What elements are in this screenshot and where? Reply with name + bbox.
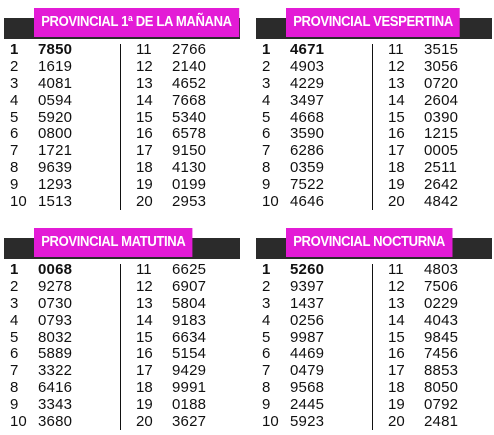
results-column-left <box>256 42 368 211</box>
result-number: 3322 <box>38 362 73 380</box>
results-column-left <box>4 42 116 211</box>
result-position: 4 <box>262 311 271 329</box>
result-position: 8 <box>10 159 19 177</box>
result-position: 20 <box>136 413 153 431</box>
result-position: 4 <box>10 91 19 109</box>
result-position: 9 <box>262 176 271 194</box>
result-number: 4903 <box>290 57 325 75</box>
result-row <box>4 397 116 414</box>
result-row <box>380 279 492 296</box>
result-number: 8050 <box>424 379 459 397</box>
result-position: 11 <box>388 41 404 58</box>
result-number: 5340 <box>172 108 207 126</box>
result-row <box>256 363 368 380</box>
result-row <box>256 262 368 279</box>
result-position: 15 <box>388 328 405 346</box>
result-row <box>4 93 116 110</box>
result-row <box>256 346 368 363</box>
results-column-right <box>380 262 492 431</box>
result-row <box>256 93 368 110</box>
result-position: 10 <box>262 413 279 431</box>
result-row <box>128 330 240 347</box>
result-position: 6 <box>262 345 271 363</box>
results-panel <box>256 2 492 215</box>
result-position: 11 <box>136 261 152 278</box>
result-number: 9991 <box>172 379 207 397</box>
results-column-right <box>380 42 492 211</box>
result-position: 10 <box>262 193 279 211</box>
result-number: 3343 <box>38 396 73 414</box>
result-number: 9568 <box>290 379 325 397</box>
result-position: 19 <box>388 396 405 414</box>
result-row <box>4 414 116 431</box>
result-row <box>4 110 116 127</box>
result-row <box>380 126 492 143</box>
result-position: 15 <box>388 108 405 126</box>
result-row <box>128 380 240 397</box>
result-number: 0229 <box>424 294 459 312</box>
result-position: 1 <box>262 41 271 58</box>
result-number: 3515 <box>424 41 459 58</box>
result-position: 6 <box>262 125 271 143</box>
result-row <box>380 160 492 177</box>
result-number: 2140 <box>172 57 207 75</box>
result-number: 4130 <box>172 159 207 177</box>
result-position: 9 <box>262 396 271 414</box>
result-number: 0390 <box>424 108 459 126</box>
result-position: 7 <box>262 142 271 160</box>
result-position: 18 <box>136 379 153 397</box>
result-position: 9 <box>10 176 19 194</box>
result-position: 2 <box>262 277 271 295</box>
result-number: 2642 <box>424 176 459 194</box>
result-position: 16 <box>136 125 153 143</box>
result-position: 9 <box>10 396 19 414</box>
result-position: 14 <box>136 311 153 329</box>
result-position: 1 <box>10 41 19 58</box>
result-position: 8 <box>10 379 19 397</box>
result-row <box>256 76 368 93</box>
result-row <box>256 59 368 76</box>
result-row <box>128 296 240 313</box>
results-column-right <box>128 42 240 211</box>
result-row <box>128 126 240 143</box>
result-number: 0005 <box>424 142 459 160</box>
result-number: 4671 <box>290 41 325 58</box>
result-row <box>4 160 116 177</box>
result-row <box>128 397 240 414</box>
results-columns <box>4 42 240 212</box>
result-number: 2953 <box>172 193 207 211</box>
result-position: 2 <box>262 57 271 75</box>
result-position: 15 <box>136 328 153 346</box>
result-row <box>4 313 116 330</box>
result-position: 4 <box>262 91 271 109</box>
result-number: 9150 <box>172 142 207 160</box>
result-position: 3 <box>10 294 19 312</box>
result-row <box>4 59 116 76</box>
result-number: 6634 <box>172 328 207 346</box>
result-row <box>4 177 116 194</box>
column-divider <box>372 264 373 430</box>
result-number: 1619 <box>38 57 73 75</box>
results-panel <box>256 222 492 435</box>
result-number: 8853 <box>424 362 459 380</box>
result-number: 4668 <box>290 108 325 126</box>
result-number: 0792 <box>424 396 459 414</box>
result-number: 3590 <box>290 125 325 143</box>
result-number: 6578 <box>172 125 207 143</box>
result-number: 7506 <box>424 277 459 295</box>
result-row <box>128 262 240 279</box>
result-number: 4469 <box>290 345 325 363</box>
result-row <box>256 313 368 330</box>
result-row <box>128 76 240 93</box>
result-position: 12 <box>388 277 405 295</box>
result-number: 2445 <box>290 396 325 414</box>
result-number: 4803 <box>424 261 459 278</box>
result-row <box>128 346 240 363</box>
result-position: 18 <box>388 379 405 397</box>
result-number: 0479 <box>290 362 325 380</box>
result-row <box>380 93 492 110</box>
result-number: 0800 <box>38 125 73 143</box>
result-row <box>256 160 368 177</box>
result-row <box>256 42 368 59</box>
result-position: 12 <box>388 57 405 75</box>
result-row <box>256 126 368 143</box>
result-number: 2511 <box>424 159 458 177</box>
result-row <box>128 363 240 380</box>
result-position: 7 <box>262 362 271 380</box>
result-position: 14 <box>388 311 405 329</box>
result-number: 5923 <box>290 413 325 431</box>
result-position: 13 <box>388 74 405 92</box>
result-row <box>128 143 240 160</box>
panel-header <box>4 222 240 260</box>
result-position: 1 <box>10 261 19 278</box>
panel-title: PROVINCIAL VESPERTINA <box>286 8 460 37</box>
result-row <box>4 262 116 279</box>
result-number: 9429 <box>172 362 207 380</box>
result-position: 17 <box>388 142 405 160</box>
result-position: 6 <box>10 125 19 143</box>
result-position: 17 <box>388 362 405 380</box>
result-row <box>4 76 116 93</box>
result-row <box>256 380 368 397</box>
result-position: 5 <box>10 108 19 126</box>
result-number: 8032 <box>38 328 73 346</box>
result-number: 4043 <box>424 311 459 329</box>
results-columns <box>256 262 492 432</box>
result-number: 3056 <box>424 57 459 75</box>
column-divider <box>372 44 373 210</box>
result-number: 0359 <box>290 159 325 177</box>
result-number: 1215 <box>424 125 459 143</box>
result-number: 2766 <box>172 41 207 58</box>
result-position: 20 <box>388 193 405 211</box>
result-position: 11 <box>136 41 152 58</box>
result-row <box>380 380 492 397</box>
result-number: 1293 <box>38 176 73 194</box>
result-position: 17 <box>136 142 153 160</box>
result-number: 0793 <box>38 311 73 329</box>
result-row <box>256 194 368 211</box>
result-number: 4646 <box>290 193 325 211</box>
result-position: 20 <box>388 413 405 431</box>
result-row <box>380 397 492 414</box>
result-position: 3 <box>262 74 271 92</box>
result-position: 18 <box>136 159 153 177</box>
result-row <box>4 126 116 143</box>
result-number: 4652 <box>172 74 207 92</box>
result-position: 7 <box>10 362 19 380</box>
result-number: 9987 <box>290 328 325 346</box>
result-position: 19 <box>136 176 153 194</box>
result-position: 5 <box>262 328 271 346</box>
result-position: 18 <box>388 159 405 177</box>
result-position: 17 <box>136 362 153 380</box>
result-position: 6 <box>10 345 19 363</box>
result-number: 0188 <box>172 396 207 414</box>
results-column-right <box>128 262 240 431</box>
result-row <box>380 59 492 76</box>
result-row <box>128 177 240 194</box>
result-row <box>256 414 368 431</box>
result-number: 6286 <box>290 142 325 160</box>
result-number: 1721 <box>38 142 73 160</box>
result-number: 6625 <box>172 261 207 278</box>
result-number: 9278 <box>38 277 73 295</box>
result-position: 16 <box>388 125 405 143</box>
result-number: 5260 <box>290 261 325 278</box>
result-row <box>380 363 492 380</box>
result-number: 4081 <box>38 74 73 92</box>
panel-header <box>256 2 492 40</box>
result-position: 1 <box>262 261 271 278</box>
result-number: 7850 <box>38 41 73 58</box>
result-position: 5 <box>10 328 19 346</box>
result-row <box>380 177 492 194</box>
result-position: 8 <box>262 159 271 177</box>
result-number: 0256 <box>290 311 325 329</box>
result-number: 7668 <box>172 91 207 109</box>
result-row <box>380 262 492 279</box>
result-position: 13 <box>136 294 153 312</box>
result-number: 6907 <box>172 277 207 295</box>
result-row <box>380 42 492 59</box>
result-row <box>380 346 492 363</box>
result-position: 3 <box>262 294 271 312</box>
result-row <box>256 279 368 296</box>
results-column-left <box>256 262 368 431</box>
result-row <box>4 363 116 380</box>
result-number: 3497 <box>290 91 325 109</box>
result-row <box>4 380 116 397</box>
result-number: 7456 <box>424 345 459 363</box>
result-row <box>4 194 116 211</box>
result-row <box>4 296 116 313</box>
result-row <box>4 346 116 363</box>
result-number: 7522 <box>290 176 325 194</box>
result-row <box>4 279 116 296</box>
result-row <box>128 194 240 211</box>
result-position: 10 <box>10 193 27 211</box>
result-number: 2604 <box>424 91 459 109</box>
result-number: 3680 <box>38 413 73 431</box>
result-position: 2 <box>10 57 19 75</box>
result-position: 15 <box>136 108 153 126</box>
result-number: 5154 <box>172 345 207 363</box>
result-number: 9639 <box>38 159 73 177</box>
result-row <box>256 296 368 313</box>
result-row <box>256 177 368 194</box>
result-row <box>256 110 368 127</box>
result-row <box>128 414 240 431</box>
result-row <box>4 42 116 59</box>
result-row <box>128 42 240 59</box>
result-number: 0068 <box>38 261 73 278</box>
result-number: 4229 <box>290 74 325 92</box>
result-position: 19 <box>136 396 153 414</box>
result-number: 0199 <box>172 176 207 194</box>
result-row <box>380 76 492 93</box>
panel-title: PROVINCIAL NOCTURNA <box>286 228 452 257</box>
result-number: 6416 <box>38 379 73 397</box>
result-number: 0594 <box>38 91 73 109</box>
result-number: 5804 <box>172 294 207 312</box>
results-column-left <box>4 262 116 431</box>
result-row <box>256 330 368 347</box>
result-position: 14 <box>388 91 405 109</box>
result-row <box>256 397 368 414</box>
result-number: 0730 <box>38 294 73 312</box>
result-position: 13 <box>388 294 405 312</box>
result-position: 16 <box>388 345 405 363</box>
result-number: 5920 <box>38 108 73 126</box>
result-row <box>380 194 492 211</box>
result-row <box>380 110 492 127</box>
result-row <box>128 59 240 76</box>
result-number: 5889 <box>38 345 73 363</box>
result-position: 10 <box>10 413 27 431</box>
result-position: 3 <box>10 74 19 92</box>
result-row <box>4 330 116 347</box>
result-row <box>128 110 240 127</box>
result-number: 1437 <box>290 294 325 312</box>
result-number: 9845 <box>424 328 459 346</box>
result-row <box>380 313 492 330</box>
result-number: 0720 <box>424 74 459 92</box>
result-position: 20 <box>136 193 153 211</box>
result-row <box>128 93 240 110</box>
result-number: 2481 <box>424 413 459 431</box>
result-row <box>380 296 492 313</box>
panel-title: PROVINCIAL 1ª DE LA MAÑANA <box>34 8 239 37</box>
result-position: 16 <box>136 345 153 363</box>
result-position: 2 <box>10 277 19 295</box>
result-row <box>4 143 116 160</box>
column-divider <box>120 44 121 210</box>
results-columns <box>256 42 492 212</box>
result-position: 7 <box>10 142 19 160</box>
result-row <box>128 313 240 330</box>
result-number: 3627 <box>172 413 207 431</box>
result-number: 1513 <box>38 193 73 211</box>
result-row <box>128 279 240 296</box>
result-number: 9183 <box>172 311 207 329</box>
panel-title: PROVINCIAL MATUTINA <box>34 228 193 257</box>
result-row <box>380 330 492 347</box>
panel-header <box>4 2 240 40</box>
result-row <box>256 143 368 160</box>
results-panel <box>4 2 240 215</box>
result-position: 11 <box>388 261 404 278</box>
panel-header <box>256 222 492 260</box>
result-row <box>380 143 492 160</box>
result-row <box>380 414 492 431</box>
result-row <box>128 160 240 177</box>
result-number: 9397 <box>290 277 325 295</box>
result-position: 12 <box>136 277 153 295</box>
column-divider <box>120 264 121 430</box>
result-number: 4842 <box>424 193 459 211</box>
result-position: 13 <box>136 74 153 92</box>
result-position: 14 <box>136 91 153 109</box>
result-position: 4 <box>10 311 19 329</box>
result-position: 5 <box>262 108 271 126</box>
results-panel <box>4 222 240 435</box>
result-position: 8 <box>262 379 271 397</box>
results-columns <box>4 262 240 432</box>
result-position: 12 <box>136 57 153 75</box>
result-position: 19 <box>388 176 405 194</box>
